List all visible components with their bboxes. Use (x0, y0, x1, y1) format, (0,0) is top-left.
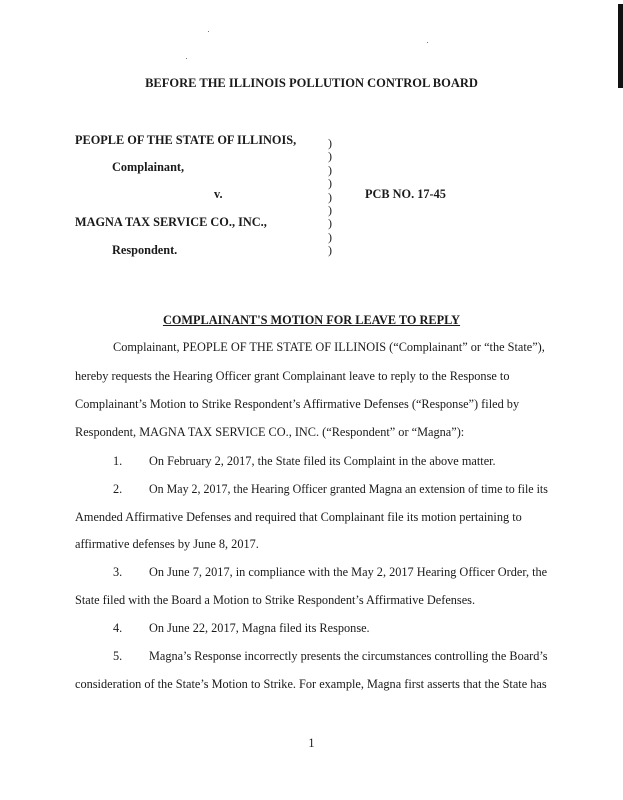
paragraph-line: On June 7, 2017, in compliance with the May 2, 2017 Hearing Officer Order, the (149, 565, 548, 579)
paragraph-line: On May 2, 2017, the Hearing Officer granted Magna an extension of time to file its (149, 482, 548, 496)
paragraph-line: consideration of the State’s Motion to Strike. For example, Magna first asserts that the State has (75, 677, 547, 691)
paragraph-line: Amended Affirmative Defenses and required that Complainant file its motion pertaining to (75, 510, 522, 524)
intro-line: Complainant, PEOPLE OF THE STATE OF ILLINOIS (“Complainant” or “the State”), (113, 340, 545, 354)
paragraph-line: State filed with the Board a Motion to Strike Respondent’s Affirmative Defenses. (75, 593, 476, 607)
paragraph-number: 4. (113, 621, 123, 635)
caption-paren-column: ) ) ) ) ) ) ) ) ) (328, 136, 332, 258)
caption-defendant-role: Respondent. (112, 243, 178, 257)
scan-speck (208, 31, 209, 32)
intro-line: Respondent, MAGNA TAX SERVICE CO., INC. (“Respondent” or “Magna”): (75, 425, 465, 439)
case-number: PCB NO. 17-45 (365, 187, 446, 201)
paragraph-line: affirmative defenses by June 8, 2017. (75, 537, 259, 551)
paragraph-number: 2. (113, 482, 123, 496)
paragraph-line: On February 2, 2017, the State filed its Complaint in the above matter. (149, 454, 496, 468)
intro-line: Complainant’s Motion to Strike Respondent’s Affirmative Defenses (“Response”) filed by (75, 397, 520, 411)
caption-defendant: MAGNA TAX SERVICE CO., INC., (75, 215, 267, 229)
board-heading: BEFORE THE ILLINOIS POLLUTION CONTROL BOARD (145, 76, 478, 90)
paragraph-line: On June 22, 2017, Magna filed its Response. (149, 621, 370, 635)
page-number: 1 (308, 736, 315, 750)
paragraph-number: 3. (113, 565, 123, 579)
caption-plaintiff-role: Complainant, (112, 160, 185, 174)
paragraph-number: 1. (113, 454, 123, 468)
paragraph-line: Magna’s Response incorrectly presents the circumstances controlling the Board’s (149, 649, 548, 663)
scan-speck (427, 42, 428, 43)
intro-line: hereby requests the Hearing Officer grant Complainant leave to reply to the Response to (75, 369, 510, 383)
caption-versus: v. (214, 187, 223, 201)
scan-speck (186, 58, 187, 59)
motion-title: COMPLAINANT'S MOTION FOR LEAVE TO REPLY (162, 313, 461, 327)
paragraph-number: 5. (113, 649, 123, 663)
caption-plaintiff: PEOPLE OF THE STATE OF ILLINOIS, (75, 133, 297, 147)
